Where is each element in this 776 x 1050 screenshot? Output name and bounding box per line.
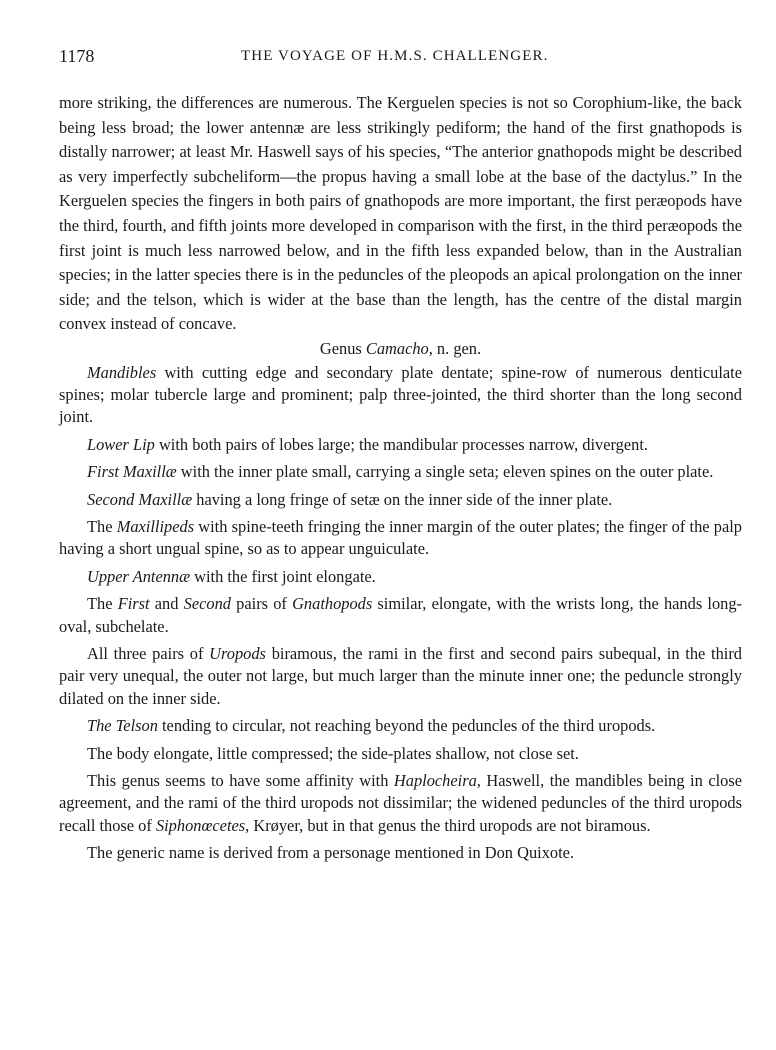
etymology-paragraph: The generic name is derived from a personage mentioned in Don Quixote.	[87, 843, 575, 863]
second-maxillae-paragraph	[59, 489, 742, 511]
maxillipeds-text: with spine-teeth fringing the inner margin of the outer plates; the finger of the palp having a short ungual spine, so as to appear unguiculate.	[59, 516, 742, 559]
gnathopods-text: similar, elongate, with the wrists long, the hands long-oval, subchelate.	[59, 594, 742, 636]
maxillipeds-paragraph	[59, 516, 742, 561]
page-header	[59, 46, 742, 72]
intro-paragraph: more striking, the differences are numerous. The Kerguelen species is not so Corophium-like, the back being less broad; the lower antennæ are less strikingly pediform; the hand of the first gnathopods is distally narrower; at least Mr. Haswell says of his species, “The anterior gnathopods might be described as very imperfectly subcheliform—the propus having a small lobe at the base of the dactylus.” In the Kerguelen species the fingers in both pairs of gnathopods are more important, the first peræopods have the third, fourth, and fifth joints more developed in comparison with the first, in the third peræopods the first joint is much less narrowed below, and in the fifth less expanded below, than in the Australian species; in the latter species there is in the peduncles of the pleopods an apical prolongation on the inner side; and the telson, which is wider at the base than the length, has the centre of the distal margin convex instead of concave.	[59, 93, 742, 334]
genus-name: Camacho	[365, 338, 429, 358]
genus-suffix: , n. gen.	[428, 338, 482, 358]
upper-antennae-text: with the first joint elongate.	[190, 566, 376, 586]
second-maxillae-text: having a long fringe of setæ on the inner side of the inner plate.	[192, 489, 613, 509]
lower-lip-text: with both pairs of lobes large; the mandibular processes narrow, divergent.	[154, 434, 648, 454]
upper-antennae-paragraph	[59, 566, 742, 588]
gnathopods-mid2: pairs of	[230, 594, 293, 614]
gnathopods-first-term: First	[117, 594, 150, 614]
haplocheira-term: Haplocheira	[393, 771, 477, 791]
gnathopods-term: Gnathopods	[292, 594, 373, 614]
uropods-paragraph	[59, 643, 742, 710]
gnathopods-lead: The	[87, 594, 118, 614]
telson-term: The Telson	[87, 716, 158, 736]
mandibles-paragraph	[59, 362, 742, 429]
affinity-tail: , Krøyer, but in that genus the third uropods are not biramous.	[245, 815, 651, 835]
telson-paragraph	[59, 715, 742, 737]
genus-description	[59, 362, 742, 865]
page-number: 1178	[59, 46, 95, 66]
affinity-paragraph	[59, 770, 742, 837]
affinity-mid: , Haswell, the mandibles being in close agreement, and the rami of the third uropods not dissimilar; the widened peduncles of the third uropods recall those of	[59, 771, 743, 835]
maxillipeds-lead: The	[87, 516, 117, 536]
uropods-lead: All three pairs of	[87, 644, 210, 663]
mandibles-text: with cutting edge and secondary plate dentate; spine-row of numerous denticulate spines; molar tubercle large and prominent; palp three-jointed, the third shorter than the long second joint.	[59, 362, 742, 427]
uropods-text: biramous, the rami in the first and second pairs subequal, in the third pair very unequal, the outer not large, but much larger than the minute inner one; the peduncle strongly dilated on the inner side.	[59, 644, 742, 708]
second-maxillae-term: Second Maxillæ	[87, 489, 193, 509]
genus-heading	[59, 337, 742, 362]
siphonoecetes-term: Siphonœcetes	[155, 815, 246, 835]
body-text	[59, 91, 742, 865]
uropods-term: Uropods	[209, 644, 266, 663]
genus-prefix: Genus	[319, 338, 362, 358]
lower-lip-paragraph	[59, 434, 742, 456]
upper-antennae-term: Upper Antennæ	[87, 566, 191, 586]
first-maxillae-text: with the inner plate small, carrying a single seta; eleven spines on the outer plate.	[176, 462, 714, 482]
maxillipeds-term: Maxillipeds	[116, 516, 195, 536]
affinity-lead: This genus seems to have some affinity with	[87, 771, 394, 791]
lower-lip-term: Lower Lip	[87, 434, 155, 454]
gnathopods-mid1: and	[149, 594, 184, 614]
gnathopods-second-term: Second	[183, 594, 231, 614]
running-title: THE VOYAGE OF H.M.S. CHALLENGER.	[241, 48, 549, 64]
first-maxillae-paragraph	[59, 461, 742, 483]
gnathopods-paragraph	[59, 593, 742, 638]
telson-text: tending to circular, not reaching beyond the peduncles of the third uropods.	[157, 716, 656, 736]
mandibles-term: Mandibles	[87, 362, 157, 382]
body-paragraph: The body elongate, little compressed; the side-plates shallow, not close set.	[87, 743, 579, 763]
first-maxillae-term: First Maxillæ	[87, 462, 177, 482]
